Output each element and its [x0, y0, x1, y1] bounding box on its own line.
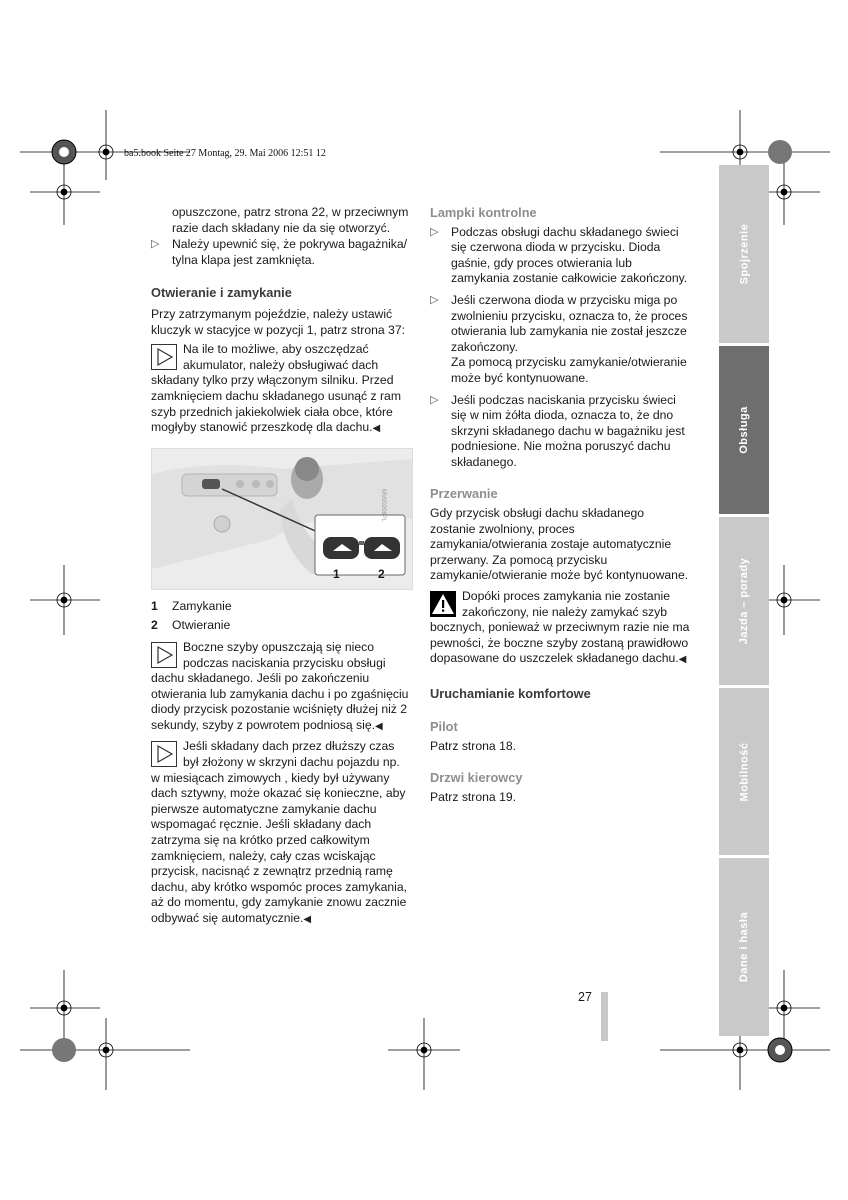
print-header: ba5.book Seite 27 Montag, 29. Mai 2006 12:51 12: [124, 148, 326, 159]
tab-mobilnosc[interactable]: Mobilność: [719, 688, 769, 855]
bullet-item: ▷ Należy upewnić się, że pokrywa bagażnika/ tylna klapa jest zamknięta.: [151, 237, 408, 267]
left-column: [151, 205, 411, 928]
body-text: Gdy przycisk obsługi dachu składanego zostanie zwolniony, proces zamykania/otwierania zostaje automatycznie przerwany. Za pomocą przycisku zamykanie/otwieranie może być kontynuowane.: [430, 506, 689, 583]
warning-icon: [430, 591, 456, 617]
figure-legend: [151, 599, 411, 634]
continued-text: opuszczone, patrz strona 22, w przeciwnym razie dach składany nie da się otworzyć.: [172, 205, 409, 235]
bullet-item: ▷ Jeśli czerwona dioda w przycisku miga po zwolnieniu przycisku, oznacza to, że proces otwierania lub zamykania nie został jeszcze zakończony. Za pomocą przycisku zamykanie/otwieranie może być kontynuowane.: [430, 292, 688, 385]
roof-switch-figure: [151, 448, 413, 590]
note-box: Boczne szyby opuszczają się nieco podczas naciskania przycisku obsługi dachu składanego. Jeśli po zakończeniu otwierania lub zamykania dachu i po zgaśnięciu diody przycisk pozostanie wciśnięty dłużej niż 2 sekundy, szyby z powrotem podniosą się. ◀: [151, 639, 409, 732]
bullet-triangle-icon: ▷: [430, 393, 439, 406]
tab-obsluga[interactable]: Obsługa: [719, 346, 769, 514]
section-heading: Uruchamianie komfortowe: [430, 686, 591, 702]
figure-label-2: 2: [378, 566, 385, 581]
console-illustration: [152, 449, 412, 589]
bullet-triangle-icon: ▷: [430, 225, 439, 238]
tab-spojrzenie[interactable]: Spojrzenie: [719, 165, 769, 343]
figure-code: MV00206PL: [380, 488, 386, 522]
legend-item: 1 Zamykanie: [151, 598, 232, 613]
bullet-item: ▷ Jeśli podczas naciskania przycisku świeci się w nim żółta dioda, oznacza to, że dno skrzyni składanego dachu w bagażniku jest podniesione. Nie można poruszyć dachu składanego.: [430, 392, 685, 469]
subsection-heading: Lampki kontrolne: [430, 205, 537, 220]
body-text: Patrz strona 19.: [430, 790, 517, 805]
legend-item: 2 Otwieranie: [151, 618, 231, 633]
end-marker-icon: ◀: [303, 914, 312, 925]
subsection-heading: Drzwi kierowcy: [430, 769, 523, 785]
figure-label-1: 1: [333, 566, 340, 581]
end-marker-icon: ◀: [372, 423, 381, 435]
subsection-heading: Przerwanie: [430, 485, 498, 501]
end-marker-icon: ◀: [375, 720, 383, 732]
intro-text: Przy zatrzymanym pojeździe, należy ustawić kluczyk w stacyjce w pozycji 1, patrz strona 37:: [151, 306, 405, 337]
tab-dane-i-hasla[interactable]: Dane i hasła: [719, 858, 769, 1036]
body-text: Patrz strona 18.: [430, 739, 517, 754]
note-box: Na ile to możliwe, aby oszczędzać akumulator, należy obsługiwać dach składany tylko przy włączonym silniku. Przed zamknięciem dachu składanego usunąć z ram szyb przednich jakiekolwiek ciała obce, które mogłyby stanowić przeszkodę dla dachu. ◀: [151, 342, 401, 435]
bullet-triangle-icon: ▷: [151, 238, 160, 251]
note-box: Jeśli składany dach przez dłuższy czas był złożony w skrzyni dachu pojazdu np. w miesiącach zimowych , kiedy był używany dach sztywny, może okazać się konieczne, aby pierwsze automatyczne zamykanie dachu wspomagać ręcznie. Jeśli składany dach zatrzyma się na krótko przed całkowitym zamknięciem, należy, cały czas wciskając przycisk, nacisnąć z zewnątrz przednią ramę dachu, aby krótko wspomóc proces zamykania, aż do momentu, gdy zamykanie znowu zacznie odbywać się automatycznie. ◀: [151, 739, 408, 925]
end-marker-icon: ◀: [678, 654, 687, 666]
page-number: 27: [578, 990, 592, 1004]
warning-box: Dopóki proces zamykania nie zostanie zakończony, nie należy zamykać szyb bocznych, ponieważ w przeciwnym razie nie ma pewności, że boczne szyby zostaną prawidłowo dopasowane do uszczelek składanego dachu. ◀: [430, 589, 690, 666]
bullet-item: ▷ Podczas obsługi dachu składanego świeci się czerwona dioda w przycisku. Dioda gaśnie, gdy proces otwierania lub zamykania zostanie całkowicie zakończony.: [430, 224, 688, 286]
bullet-triangle-icon: ▷: [430, 293, 439, 306]
section-heading: Otwieranie i zamykanie: [151, 285, 292, 301]
note-triangle-icon: [151, 741, 177, 767]
page-number-bar: [601, 992, 608, 1041]
tab-jazda-porady[interactable]: Jazda – porady: [719, 517, 769, 685]
note-triangle-icon: [151, 642, 177, 668]
right-column: [430, 205, 692, 806]
note-triangle-icon: [151, 344, 177, 370]
subsection-heading: Pilot: [430, 718, 458, 734]
